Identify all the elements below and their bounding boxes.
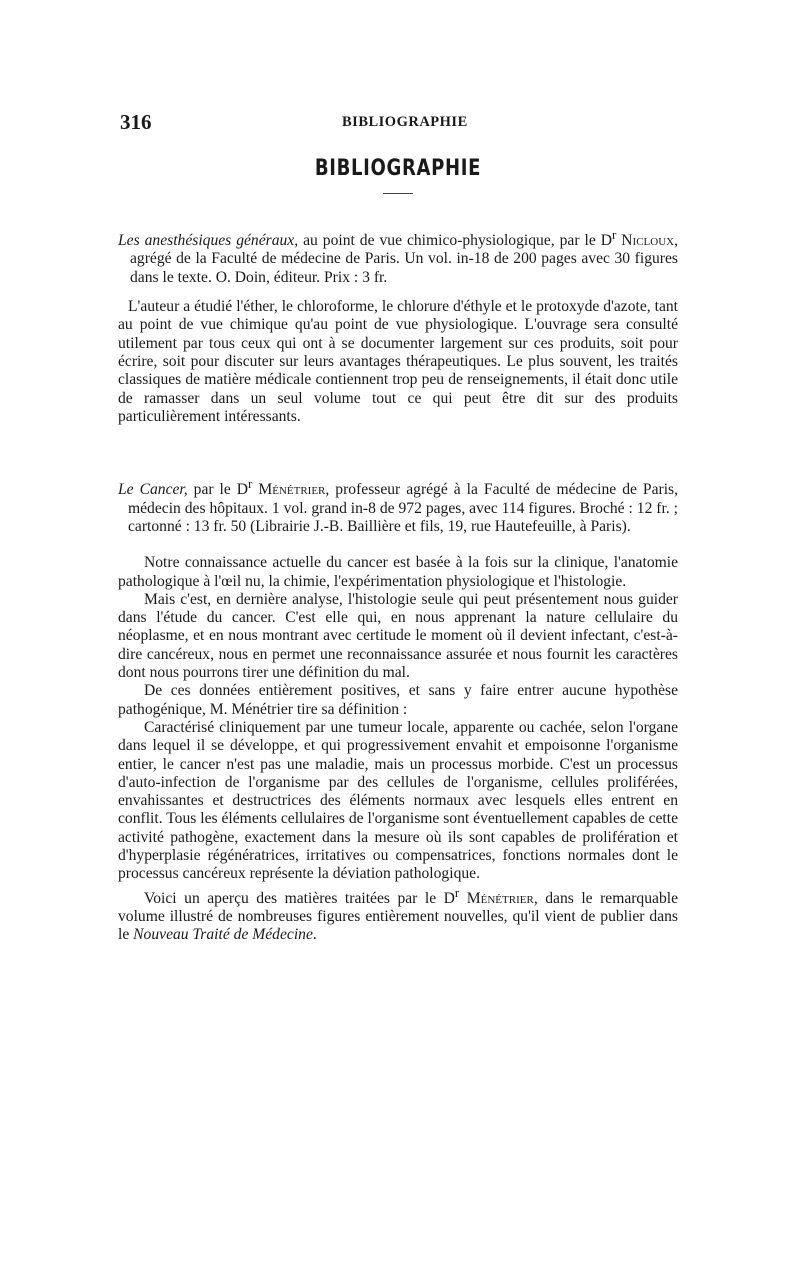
- review-2-sup: r: [248, 476, 253, 492]
- review-2-p5-end: .: [312, 926, 317, 944]
- review-1-citation-text-b: , agrégé de la Faculté de médecine de Paris. Un vol. in-18 de 200 pages avec 30 figures dans le texte. O. Doin, éditeur. Prix : 3 fr.: [130, 232, 678, 286]
- review-2-paragraph-2: Mais c'est, en dernière analyse, l'histologie seule qui peut présentement nous guider dans l'étude du cancer. C'est elle qui, en nous apprenant la nature cellulaire du néoplasme, et en nous montrant avec certitude le moment où il devient infectant, c'est-à-dire cancéreux, nous en permet une reconnaissance assurée et nous fournit les caractères dont nous pourrons tirer une définition du mal.: [118, 590, 678, 682]
- review-2-p5-sup: r: [454, 884, 460, 900]
- section-title: BIBLIOGRAPHIE: [314, 156, 482, 181]
- review-2-p5-text-a: Voici un aperçu des matières traitées par le D: [144, 889, 455, 907]
- review-2-citation: [118, 475, 678, 536]
- review-2-citation-text-b: , professeur agrégé à la Faculté de médecine de Paris, médecin des hôpitaux. 1 vol. grand in-8 de 972 pages, avec 114 figures. Broché : 12 fr. ; cartonné : 13 fr. 50 (Librairie J.-B. Baillière et fils, 19, rue Hautefeuille, à Paris).: [128, 481, 678, 535]
- review-2-p5-author: Ménétrier: [459, 889, 534, 907]
- review-1-citation: [118, 226, 678, 287]
- review-2-paragraph-5: [118, 884, 678, 945]
- review-2-author: Ménétrier: [252, 481, 326, 499]
- running-head: [118, 110, 678, 134]
- page-number: 316: [120, 110, 152, 134]
- review-2-p5-work-title: Nouveau Traité de Médecine: [133, 926, 313, 944]
- running-title: BIBLIOGRAPHIE: [342, 114, 468, 130]
- book-page: [118, 110, 678, 945]
- title-divider: [383, 193, 413, 194]
- review-1-citation-text-a: au point de vue chimico-physiologique, par le D: [298, 232, 612, 250]
- review-2-paragraph-3: De ces données entièrement positives, et sans y faire entrer aucune hypothèse pathogénique, M. Ménétrier tire sa définition :: [118, 682, 678, 718]
- review-2-citation-text-a: par le D: [187, 481, 249, 499]
- review-1-sup: r: [611, 227, 617, 242]
- review-2-paragraph-4: Caractérisé cliniquement par une tumeur locale, apparente ou cachée, selon l'organe dans lequel il se développe, et qui progressivement envahit et empoisonne l'organisme entier, le cancer n'est pas une maladie, mais un processus morbide. C'est un processus d'auto-infection de l'organisme par des cellules de l'organisme, cellules proliférées, envahissantes et destructrices des éléments normaux avec lesquels elles entrent en conflit. Tous les éléments cellulaires de l'organisme sont éventuellement capables de cette activité pathogène, exactement dans la mesure où ils sont capables de prolifération et d'hyperplasie régénératrices, irritatives ou compensatrices, fonctions normales dont le processus cancéreux représente la déviation pathologique.: [118, 718, 678, 883]
- review-2-p5-text-b: , dans le remarquable volume illustré de nombreuses figures entièrement nouvelles, qu'il vient de publier dans le: [118, 889, 679, 944]
- review-2-paragraph-1: Notre connaissance actuelle du cancer est basée à la fois sur la clinique, l'anatomie pathologique à l'œil nu, la chimie, l'expérimentation physiologique et l'histologie.: [118, 554, 678, 590]
- review-1-body: L'auteur a étudié l'éther, le chloroforme, le chlorure d'éthyle et le protoxyde d'azote, tant au point de vue chimique qu'au point de vue physiologique. L'ouvrage sera consulté utilement par tous ceux qui ont à se documenter largement sur ces produits, soit pour écrire, soit pour discuter sur leurs avantages thérapeutiques. Le plus souvent, les traités classiques de matière médicale contiennent trop peu de renseignements, il était donc utile de ramasser dans un seul volume tout ce qui peut être dit sur des produits particulièrement intéressants.: [118, 298, 678, 425]
- review-2-title: Le Cancer,: [118, 481, 188, 499]
- review-1-title: Les anesthésiques généraux,: [118, 232, 299, 250]
- review-1-author: Nicloux: [616, 232, 675, 250]
